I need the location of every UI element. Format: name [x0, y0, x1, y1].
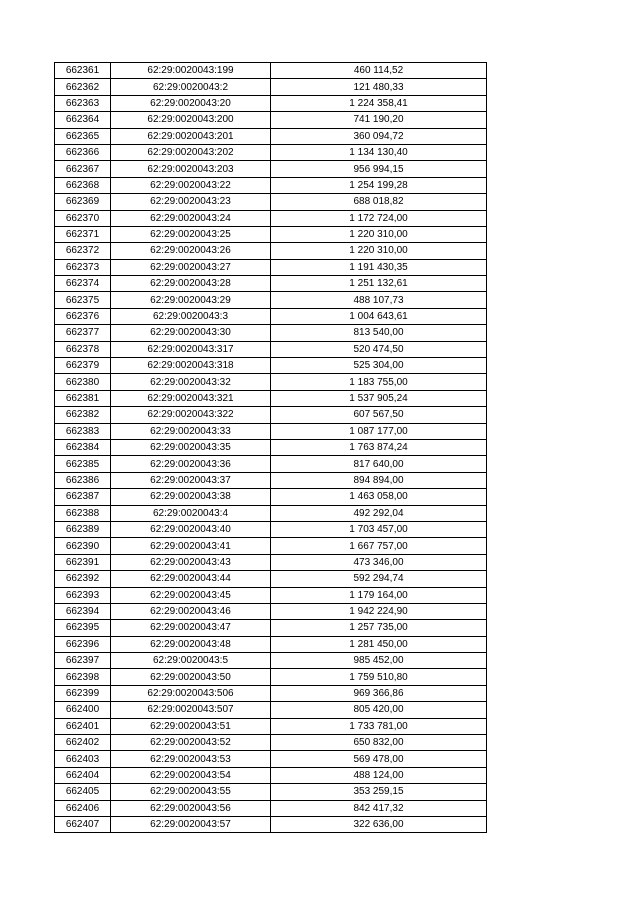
- table-body: [55, 63, 487, 833]
- row-number-cell: 662392: [55, 571, 111, 587]
- row-number-cell: 662363: [55, 95, 111, 111]
- cadastral-number-cell: 62:29:0020043:30: [111, 325, 271, 341]
- cadastral-value-cell: 322 636,00: [271, 816, 487, 832]
- cadastral-value-cell: 1 220 310,00: [271, 243, 487, 259]
- cadastral-number-cell: 62:29:0020043:4: [111, 505, 271, 521]
- cadastral-number-cell: 62:29:0020043:24: [111, 210, 271, 226]
- row-number-cell: 662368: [55, 177, 111, 193]
- table-row: [55, 276, 487, 292]
- table-row: [55, 374, 487, 390]
- cadastral-number-cell: 62:29:0020043:22: [111, 177, 271, 193]
- table-row: [55, 505, 487, 521]
- row-number-cell: 662388: [55, 505, 111, 521]
- table-row: [55, 620, 487, 636]
- cadastral-number-cell: 62:29:0020043:3: [111, 308, 271, 324]
- cadastral-number-cell: 62:29:0020043:56: [111, 800, 271, 816]
- table-row: [55, 390, 487, 406]
- row-number-cell: 662394: [55, 603, 111, 619]
- row-number-cell: 662386: [55, 472, 111, 488]
- cadastral-value-cell: 813 540,00: [271, 325, 487, 341]
- cadastral-value-cell: 894 894,00: [271, 472, 487, 488]
- cadastral-number-cell: 62:29:0020043:317: [111, 341, 271, 357]
- cadastral-value-cell: 1 134 130,40: [271, 144, 487, 160]
- cadastral-number-cell: 62:29:0020043:38: [111, 489, 271, 505]
- row-number-cell: 662384: [55, 439, 111, 455]
- row-number-cell: 662395: [55, 620, 111, 636]
- table-row: [55, 521, 487, 537]
- cadastral-number-cell: 62:29:0020043:507: [111, 702, 271, 718]
- table-row: [55, 259, 487, 275]
- table-row: [55, 538, 487, 554]
- row-number-cell: 662371: [55, 226, 111, 242]
- cadastral-number-cell: 62:29:0020043:506: [111, 685, 271, 701]
- cadastral-value-cell: 1 172 724,00: [271, 210, 487, 226]
- cadastral-value-cell: 1 224 358,41: [271, 95, 487, 111]
- cadastral-number-cell: 62:29:0020043:36: [111, 456, 271, 472]
- row-number-cell: 662366: [55, 144, 111, 160]
- table-row: [55, 63, 487, 79]
- table-row: [55, 669, 487, 685]
- row-number-cell: 662375: [55, 292, 111, 308]
- cadastral-value-cell: 1 537 905,24: [271, 390, 487, 406]
- cadastral-value-cell: 488 107,73: [271, 292, 487, 308]
- row-number-cell: 662389: [55, 521, 111, 537]
- cadastral-value-cell: 741 190,20: [271, 112, 487, 128]
- table-row: [55, 308, 487, 324]
- table-row: [55, 456, 487, 472]
- table-row: [55, 161, 487, 177]
- table-row: [55, 653, 487, 669]
- cadastral-value-cell: 353 259,15: [271, 784, 487, 800]
- cadastral-value-cell: 488 124,00: [271, 767, 487, 783]
- cadastral-value-cell: 360 094,72: [271, 128, 487, 144]
- row-number-cell: 662405: [55, 784, 111, 800]
- cadastral-value-cell: 525 304,00: [271, 358, 487, 374]
- cadastral-number-cell: 62:29:0020043:199: [111, 63, 271, 79]
- row-number-cell: 662373: [55, 259, 111, 275]
- cadastral-number-cell: 62:29:0020043:37: [111, 472, 271, 488]
- cadastral-value-cell: 842 417,32: [271, 800, 487, 816]
- row-number-cell: 662387: [55, 489, 111, 505]
- table-row: [55, 571, 487, 587]
- cadastral-value-cell: 520 474,50: [271, 341, 487, 357]
- cadastral-value-cell: 460 114,52: [271, 63, 487, 79]
- cadastral-value-cell: 569 478,00: [271, 751, 487, 767]
- cadastral-number-cell: 62:29:0020043:25: [111, 226, 271, 242]
- cadastral-value-cell: 805 420,00: [271, 702, 487, 718]
- cadastral-value-cell: 1 179 164,00: [271, 587, 487, 603]
- row-number-cell: 662393: [55, 587, 111, 603]
- cadastral-number-cell: 62:29:0020043:35: [111, 439, 271, 455]
- row-number-cell: 662398: [55, 669, 111, 685]
- cadastral-value-cell: 492 292,04: [271, 505, 487, 521]
- cadastral-value-cell: 1 257 735,00: [271, 620, 487, 636]
- cadastral-value-cell: 121 480,33: [271, 79, 487, 95]
- table-row: [55, 587, 487, 603]
- row-number-cell: 662391: [55, 554, 111, 570]
- cadastral-value-cell: 650 832,00: [271, 735, 487, 751]
- cadastral-value-cell: 592 294,74: [271, 571, 487, 587]
- table-row: [55, 210, 487, 226]
- cadastral-value-cell: 1 942 224,90: [271, 603, 487, 619]
- cadastral-number-cell: 62:29:0020043:32: [111, 374, 271, 390]
- row-number-cell: 662370: [55, 210, 111, 226]
- row-number-cell: 662407: [55, 816, 111, 832]
- cadastral-value-cell: 1 183 755,00: [271, 374, 487, 390]
- table-row: [55, 177, 487, 193]
- cadastral-value-cell: 688 018,82: [271, 194, 487, 210]
- cadastral-value-cell: 817 640,00: [271, 456, 487, 472]
- cadastral-number-cell: 62:29:0020043:44: [111, 571, 271, 587]
- cadastral-number-cell: 62:29:0020043:5: [111, 653, 271, 669]
- table-row: [55, 423, 487, 439]
- cadastral-number-cell: 62:29:0020043:57: [111, 816, 271, 832]
- cadastral-value-cell: 1 254 199,28: [271, 177, 487, 193]
- cadastral-number-cell: 62:29:0020043:318: [111, 358, 271, 374]
- cadastral-value-cell: 1 763 874,24: [271, 439, 487, 455]
- cadastral-value-cell: 969 366,86: [271, 685, 487, 701]
- table-row: [55, 292, 487, 308]
- cadastral-value-cell: 1 087 177,00: [271, 423, 487, 439]
- cadastral-number-cell: 62:29:0020043:53: [111, 751, 271, 767]
- table-row: [55, 112, 487, 128]
- cadastral-number-cell: 62:29:0020043:33: [111, 423, 271, 439]
- table-row: [55, 702, 487, 718]
- table-row: [55, 128, 487, 144]
- row-number-cell: 662378: [55, 341, 111, 357]
- row-number-cell: 662390: [55, 538, 111, 554]
- cadastral-value-cell: 1 703 457,00: [271, 521, 487, 537]
- cadastral-number-cell: 62:29:0020043:321: [111, 390, 271, 406]
- row-number-cell: 662396: [55, 636, 111, 652]
- row-number-cell: 662399: [55, 685, 111, 701]
- row-number-cell: 662364: [55, 112, 111, 128]
- cadastral-number-cell: 62:29:0020043:52: [111, 735, 271, 751]
- row-number-cell: 662376: [55, 308, 111, 324]
- cadastral-value-cell: 1 251 132,61: [271, 276, 487, 292]
- cadastral-value-cell: 1 191 430,35: [271, 259, 487, 275]
- cadastral-number-cell: 62:29:0020043:54: [111, 767, 271, 783]
- cadastral-number-cell: 62:29:0020043:28: [111, 276, 271, 292]
- cadastral-number-cell: 62:29:0020043:46: [111, 603, 271, 619]
- table-row: [55, 144, 487, 160]
- cadastral-number-cell: 62:29:0020043:50: [111, 669, 271, 685]
- row-number-cell: 662385: [55, 456, 111, 472]
- cadastral-number-cell: 62:29:0020043:48: [111, 636, 271, 652]
- table-row: [55, 226, 487, 242]
- cadastral-value-cell: 1 004 643,61: [271, 308, 487, 324]
- cadastral-number-cell: 62:29:0020043:27: [111, 259, 271, 275]
- row-number-cell: 662380: [55, 374, 111, 390]
- cadastral-value-cell: 607 567,50: [271, 407, 487, 423]
- cadastral-number-cell: 62:29:0020043:41: [111, 538, 271, 554]
- row-number-cell: 662367: [55, 161, 111, 177]
- cadastral-value-cell: 956 994,15: [271, 161, 487, 177]
- row-number-cell: 662400: [55, 702, 111, 718]
- table-row: [55, 472, 487, 488]
- cadastral-value-table: [54, 62, 487, 833]
- row-number-cell: 662377: [55, 325, 111, 341]
- table-row: [55, 800, 487, 816]
- row-number-cell: 662406: [55, 800, 111, 816]
- table-row: [55, 784, 487, 800]
- cadastral-number-cell: 62:29:0020043:2: [111, 79, 271, 95]
- row-number-cell: 662374: [55, 276, 111, 292]
- row-number-cell: 662382: [55, 407, 111, 423]
- table-row: [55, 325, 487, 341]
- table-row: [55, 439, 487, 455]
- cadastral-number-cell: 62:29:0020043:45: [111, 587, 271, 603]
- row-number-cell: 662404: [55, 767, 111, 783]
- cadastral-number-cell: 62:29:0020043:26: [111, 243, 271, 259]
- cadastral-number-cell: 62:29:0020043:203: [111, 161, 271, 177]
- table-row: [55, 767, 487, 783]
- cadastral-value-cell: 1 220 310,00: [271, 226, 487, 242]
- cadastral-number-cell: 62:29:0020043:29: [111, 292, 271, 308]
- table-row: [55, 407, 487, 423]
- table-row: [55, 79, 487, 95]
- cadastral-number-cell: 62:29:0020043:322: [111, 407, 271, 423]
- table-row: [55, 751, 487, 767]
- row-number-cell: 662372: [55, 243, 111, 259]
- cadastral-number-cell: 62:29:0020043:40: [111, 521, 271, 537]
- table-row: [55, 95, 487, 111]
- cadastral-number-cell: 62:29:0020043:200: [111, 112, 271, 128]
- table-row: [55, 341, 487, 357]
- row-number-cell: 662379: [55, 358, 111, 374]
- cadastral-number-cell: 62:29:0020043:23: [111, 194, 271, 210]
- cadastral-value-cell: 1 667 757,00: [271, 538, 487, 554]
- table-row: [55, 603, 487, 619]
- table-row: [55, 816, 487, 832]
- row-number-cell: 662383: [55, 423, 111, 439]
- cadastral-value-cell: 1 733 781,00: [271, 718, 487, 734]
- cadastral-number-cell: 62:29:0020043:202: [111, 144, 271, 160]
- cadastral-value-cell: 985 452,00: [271, 653, 487, 669]
- row-number-cell: 662403: [55, 751, 111, 767]
- cadastral-value-cell: 473 346,00: [271, 554, 487, 570]
- cadastral-number-cell: 62:29:0020043:43: [111, 554, 271, 570]
- table-row: [55, 718, 487, 734]
- row-number-cell: 662365: [55, 128, 111, 144]
- table-row: [55, 735, 487, 751]
- table-row: [55, 194, 487, 210]
- table-row: [55, 554, 487, 570]
- cadastral-number-cell: 62:29:0020043:47: [111, 620, 271, 636]
- row-number-cell: 662361: [55, 63, 111, 79]
- cadastral-number-cell: 62:29:0020043:20: [111, 95, 271, 111]
- row-number-cell: 662369: [55, 194, 111, 210]
- cadastral-number-cell: 62:29:0020043:51: [111, 718, 271, 734]
- table-row: [55, 243, 487, 259]
- row-number-cell: 662381: [55, 390, 111, 406]
- cadastral-number-cell: 62:29:0020043:55: [111, 784, 271, 800]
- table-row: [55, 489, 487, 505]
- cadastral-value-cell: 1 463 058,00: [271, 489, 487, 505]
- row-number-cell: 662401: [55, 718, 111, 734]
- row-number-cell: 662362: [55, 79, 111, 95]
- table-row: [55, 685, 487, 701]
- cadastral-number-cell: 62:29:0020043:201: [111, 128, 271, 144]
- cadastral-value-cell: 1 281 450,00: [271, 636, 487, 652]
- cadastral-value-cell: 1 759 510,80: [271, 669, 487, 685]
- table-row: [55, 636, 487, 652]
- row-number-cell: 662402: [55, 735, 111, 751]
- table-row: [55, 358, 487, 374]
- row-number-cell: 662397: [55, 653, 111, 669]
